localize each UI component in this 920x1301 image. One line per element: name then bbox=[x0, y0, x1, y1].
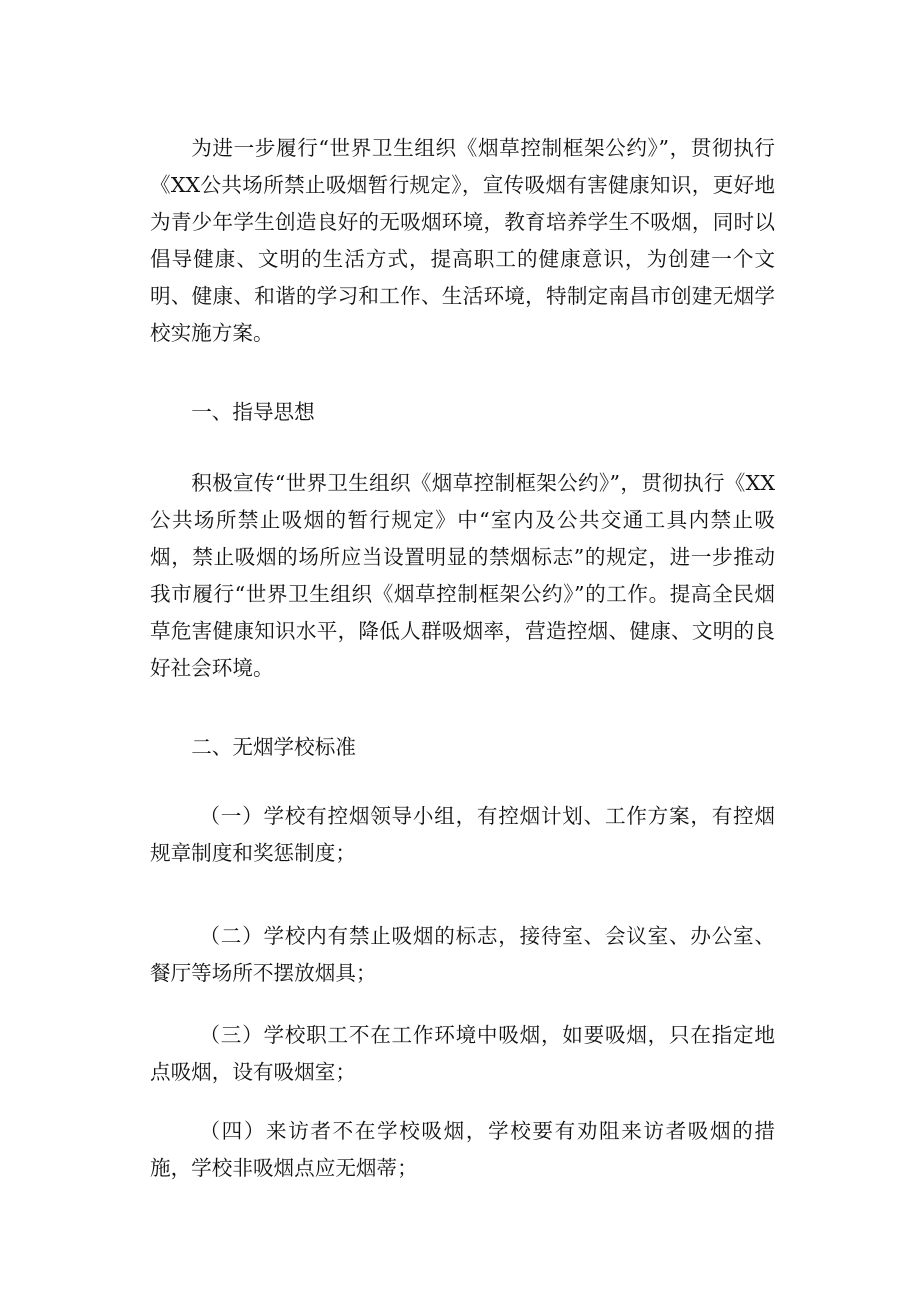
standard-item-1: （一）学校有控烟领导小组，有控烟计划、工作方案，有控烟规章制度和奖惩制度； bbox=[150, 804, 775, 865]
standard-item-2: （二）学校内有禁止吸烟的标志，接待室、会议室、办公室、餐厅等场所不摆放烟具； bbox=[150, 924, 775, 985]
section-heading-school-standards: 二、无烟学校标准 bbox=[191, 735, 356, 759]
standard-item-4: （四）来访者不在学校吸烟，学校要有劝阻来访者吸烟的措施，学校非吸烟点应无烟蒂； bbox=[150, 1119, 775, 1180]
intro-paragraph: 为进一步履行“世界卫生组织《烟草控制框架公约》”，贯彻执行《XX公共场所禁止吸烟暂行规定》，宣传吸烟有害健康知识，更好地为青少年学生创造良好的无吸烟环境，教育培养学生不吸烟，同时以倡导健康、文明的生活方式，提高职工的健康意识，为创建一个文明、健康、和谐的学习和工作、生活环境，特制定南昌市创建无烟学校实施方案。 bbox=[150, 136, 775, 345]
section-heading-guiding-ideology: 一、指导思想 bbox=[191, 400, 315, 424]
standard-item-3: （三）学校职工不在工作环境中吸烟，如要吸烟，只在指定地点吸烟，设有吸烟室； bbox=[150, 1023, 775, 1084]
guiding-ideology-paragraph: 积极宣传“世界卫生组织《烟草控制框架公约》”，贯彻执行《XX公共场所禁止吸烟的暂行规定》中“室内及公共交通工具内禁止吸烟，禁止吸烟的场所应当设置明显的禁烟标志”的规定，进一步推动我市履行“世界卫生组织《烟草控制框架公约》”的工作。提高全民烟草危害健康知识水平，降低人群吸烟率，营造控烟、健康、文明的良好社会环境。 bbox=[150, 471, 775, 680]
